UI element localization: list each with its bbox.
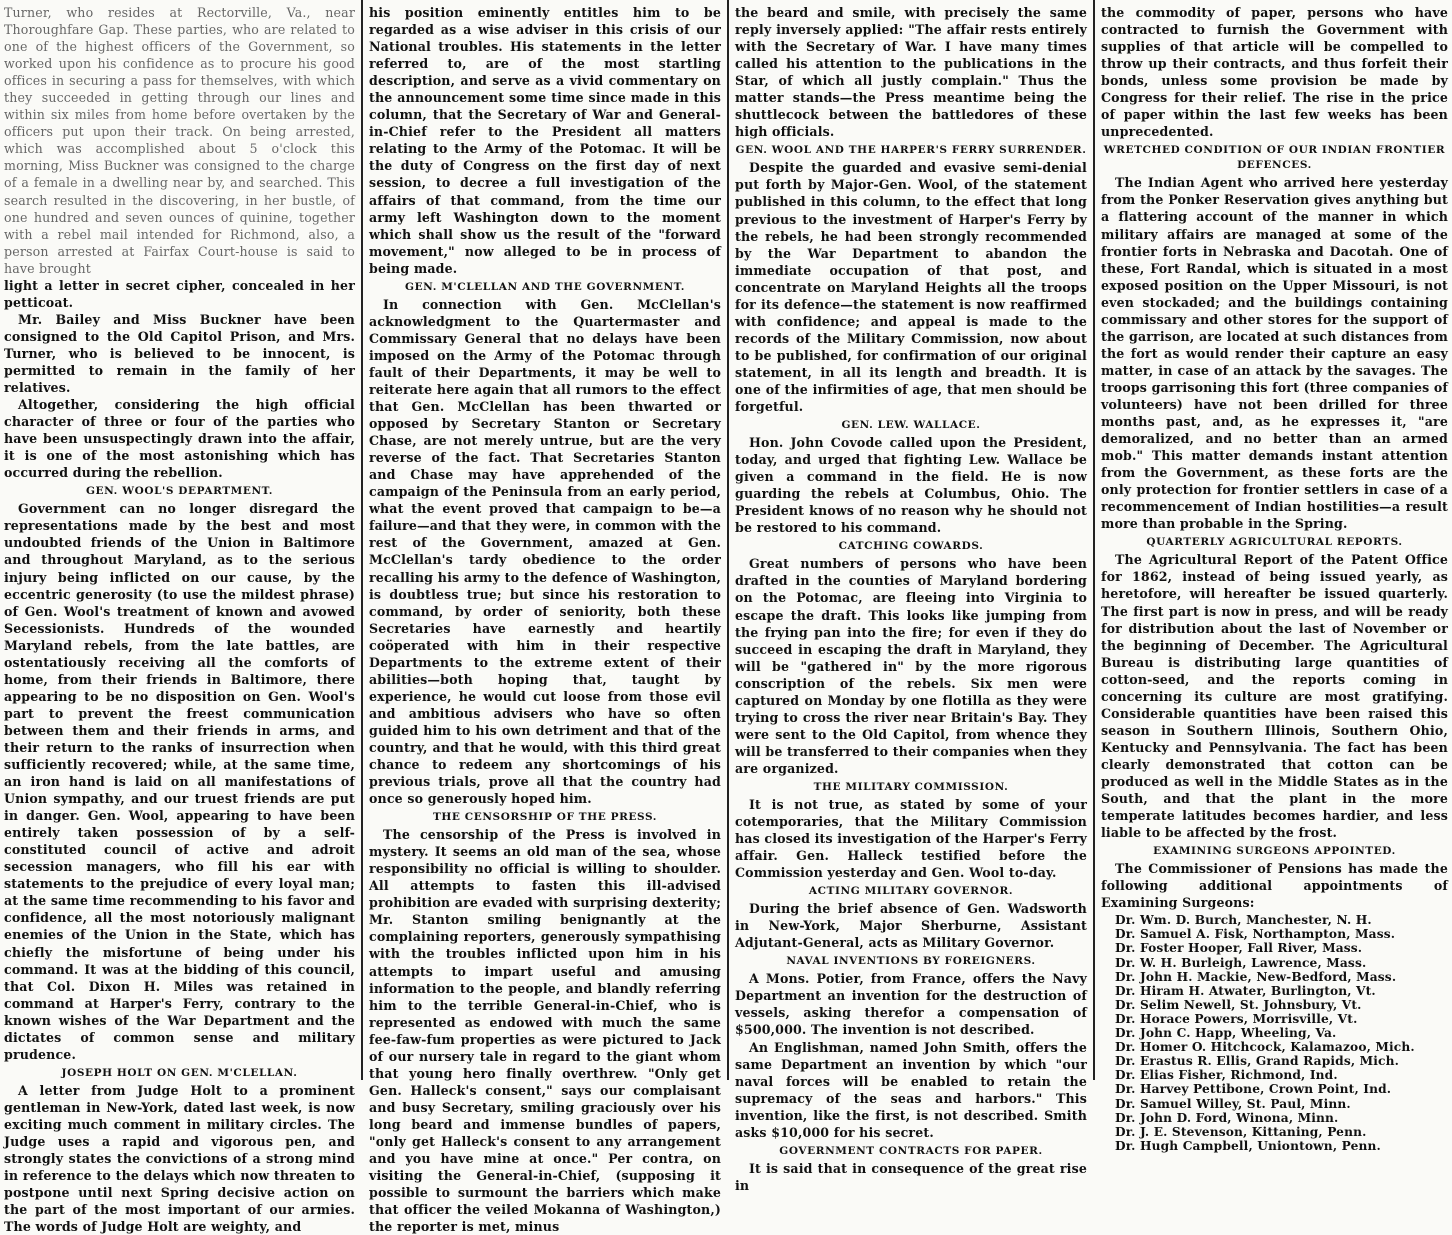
column-rule	[361, 0, 363, 1080]
article-military-governor: During the brief absence of Gen. Wadsworth in New-York, Major Sherburne, Assistant Adjutant-General, acts as Military Governor.	[735, 901, 1087, 951]
list-item: Dr. Samuel Willey, St. Paul, Minn.	[1115, 1096, 1351, 1111]
column-3	[731, 0, 1091, 1193]
headline-wool-department: GEN. WOOL'S DEPARTMENT.	[85, 485, 273, 498]
article-intro-end: light a letter in secret cipher, concealed in her petticoat.	[4, 277, 355, 310]
headline-censorship-press: THE CENSORSHIP OF THE PRESS.	[432, 811, 658, 824]
article-naval-inventions: An Englishman, named John Smith, offers the same Department an invention by which "our naval forces will be enabled to retain the supremacy of the seas and harbors." This invention, like the first, is not described. Smith asks $10,000 for his secret.	[735, 1039, 1087, 1140]
column-4	[1097, 0, 1452, 1153]
article-paragraph: his position eminently entitles him to be regarded as a wise adviser in this crisis of our National troubles. His statements in the letter referred to, are of the most startling description, and serve as a vivid commentary on the announcement some time since made in this column, that the Secretary of War and General-in-Chief refer to the President all matters relating to the Army of the Potomac. It will be the duty of Congress on the first day of next session, to decree a full investigation of the affairs of that command, from the time our army left Washington down to the moment which shall show us the result of the "forward movement," now alleged to be in process of being made.	[369, 5, 721, 276]
article-censorship-press: The censorship of the Press is involved in mystery. It seems an old man of the sea, whose responsibility no official is willing to shoulder. All attempts to fasten this ill-advised prohibition are evaded with surprising dexterity; Mr. Stanton smiling benignantly at the complaining reporters, generously sympathising with the troubles inflicted upon him in his attempts to impart useful and amusing information to the people, and blandly referring him to the terrible General-in-Chief, who is represented as endowed with much the same fee-faw-fum properties as were pictured to Jack of our nursery tale in regard to the giant whom that young hero finally overthrew. "Only get Gen. Halleck's consent," says our complaisant and busy Secretary, smiling graciously over his long beard and immense bundles of papers, "only get Halleck's consent to any arrangement and you have mine at once." Per contra, on visiting the General-in-Chief, (supposing it possible to surmount the barriers which make that officer the veiled Mokanna of Washington,) the reporter is met, minus	[369, 827, 721, 1235]
column-rule	[727, 0, 729, 1080]
list-item: Dr. John D. Ford, Winona, Minn.	[1115, 1110, 1339, 1125]
article-indian-frontier: The Indian Agent who arrived here yesterday from the Ponker Reservation gives anything but a flattering account of the manner in which military affairs are managed at some of the frontier forts in Nebraska and Dacotah. One of these, Fort Randal, which is situated in a most exposed position on the Upper Missouri, is not even stockaded; and the buildings containing commissary and other stores for the support of the garrison, are located at such distances from the fort as would render their capture an easy matter, in case of an attack by the savages. The troops garrisoning this fort (three companies of volunteers) have not been drilled for three months past, and, as he expresses it, "are demoralized, and no better than an armed mob." This matter demands instant attention from the Government, as these forts are the only protection for frontier settlers in case of a recommencement of Indian hostilities—a result more than probable in the Spring.	[1101, 175, 1448, 532]
article-paragraph: the beard and smile, with precisely the same reply inversely applied: "The affair rests entirely with the Secretary of War. I have many times called his attention to the publications in the Star, of which all justly complain." Thus the matter stands—the Press meantime being the shuttlecock between the battledores of these high officials.	[735, 5, 1087, 140]
article-lew-wallace: Hon. John Covode called upon the President, today, and urged that fighting Lew. Wallace be given a command in the field. He is now guarding the rebels at Columbus, Ohio. The President knows of no reason why he should not be restored to his command.	[735, 435, 1087, 536]
article-military-commission: It is not true, as stated by some of your cotemporaries, that the Military Commission has closed its investigation of the Harper's Ferry affair. Gen. Halleck testified before the Commission yesterday and Gen. Wool to-day.	[735, 796, 1087, 881]
list-item: Dr. Hiram H. Atwater, Burlington, Vt.	[1115, 983, 1376, 998]
headline-agricultural-reports: QUARTERLY AGRICULTURAL REPORTS.	[1146, 536, 1403, 549]
article-examining-surgeons: The Commissioner of Pensions has made the following additional appointments of Examining Surgeons:	[1101, 861, 1448, 911]
list-item: Dr. Foster Hooper, Fall River, Mass.	[1115, 941, 1363, 956]
column-2	[365, 0, 725, 1235]
headline-indian-frontier: WRETCHED CONDITION OF OUR INDIAN FRONTIER DEFENCES.	[1103, 144, 1446, 172]
headline-paper-contracts: GOVERNMENT CONTRACTS FOR PAPER.	[779, 1144, 1043, 1157]
list-item: Dr. W. H. Burleigh, Lawrence, Mass.	[1115, 955, 1367, 970]
article-harpers-ferry: Despite the guarded and evasive semi-denial put forth by Major-Gen. Wool, of the statement published in this column, to the effect that long previous to the investment of Harper's Ferry by the rebels, he had been strongly recommended by the War Department to abandon the immediate occupation of that post, and concentrate on Maryland Heights all the troops for its defence—the statement is now reaffirmed with confidence; and appeal is made to the records of the Military Commission, now about to be published, for confirmation of our original statement, in all its length and breadth. It is one of the infirmities of age, that men should be forgetful.	[735, 160, 1087, 415]
list-item: Dr. Hugh Campbell, Uniontown, Penn.	[1115, 1138, 1381, 1153]
list-item: Dr. Horace Powers, Morrisville, Vt.	[1115, 1011, 1358, 1026]
article-agricultural-reports: The Agricultural Report of the Patent Office for 1862, instead of being issued yearly, as heretofore, will hereafter be issued quarterly. The first part is now in press, and will be ready for distribution about the last of November or the beginning of December. The Agricultural Bureau is distributing large quantities of cotton-seed, and the reports coming in concerning its culture are most gratifying. Considerable quantities have been raised this season in Southern Illinois, Southern Ohio, Kentucky and Pennsylvania. The fact has been clearly demonstrated that cotton can be produced as well in the Middle States as in the South, and that the plant in the more temperate latitudes becomes hardier, and less liable to be affected by the frost.	[1101, 552, 1448, 841]
article-intro-continued: Turner, who resides at Rectorville, Va., near Thoroughfare Gap. These parties, who are related to one of the highest officers of the Government, so worked upon his confidence as to procure his good offices in securing a pass for themselves, with which they succeeded in getting through our lines and within six miles from home before overtaken by the officers put upon their track. On being arrested, which was accomplished about 5 o'clock this morning, Miss Buckner was consigned to the charge of a female in a dwelling near by, and searched. This search resulted in the discovering, in her bustle, of one hundred and seven ounces of quinine, together with a rebel mail intended for Richmond, also, a person arrested at Fairfax Court-house is said to have brought	[4, 5, 355, 276]
list-item: Dr. Erastus R. Ellis, Grand Rapids, Mich.	[1115, 1054, 1400, 1069]
list-item: Dr. Elias Fisher, Richmond, Ind.	[1115, 1068, 1338, 1083]
headline-holt-mcclellan: JOSEPH HOLT ON GEN. M'CLELLAN.	[61, 1066, 298, 1079]
list-item: Dr. Wm. D. Burch, Manchester, N. H.	[1115, 913, 1372, 928]
article-wool-department: Government can no longer disregard the representations made by the best and most undoubted friends of the Union in Baltimore and throughout Maryland, as to the serious injury being inflicted on our cause, by the eccentric generosity (to use the mildest phrase) of Gen. Wool's treatment of known and avowed Secessionists. Hundreds of the wounded Maryland rebels, from the late battles, are ostentatiously receiving all the comforts of home, from their friends in Baltimore, there appearing to be no disposition on Gen. Wool's part to prevent the freest communication between them and their friends in arms, and their return to the ranks of insurrection when sufficiently recovered; while, at the same time, an iron hand is laid on all manifestations of Union sympathy, and our truest friends are put in danger. Gen. Wool, appearing to have been entirely taken possession of by a self-constituted council of active and adroit secession managers, who fill his ear with statements to the prejudice of every loyal man; at the same time recommending to his favor and confidence, all the most notoriously malignant enemies of the Union in the State, which has chiefly the misfortune of being under his command. It was at the bidding of this council, that Col. Dixon H. Miles was retained in command at Harper's Ferry, contrary to the known wishes of the War Department and the dictates of common sense and military prudence.	[4, 501, 355, 1062]
article-paragraph: Altogether, considering the high official character of three or four of the parties who have been unsuspectingly drawn into the affair, it is one of the most astonishing which has occurred during the rebellion.	[4, 397, 355, 481]
article-paragraph: the commodity of paper, persons who have contracted to furnish the Government with supplies of that article will be compelled to throw up their contracts, and thus forfeit their bonds, unless some provision be made by Congress for their relief. The rise in the price of paper within the last few weeks has been unprecedented.	[1101, 5, 1448, 140]
headline-military-commission: THE MILITARY COMMISSION.	[813, 780, 1009, 793]
headline-harpers-ferry: GEN. WOOL AND THE HARPER'S FERRY SURRENDER.	[735, 144, 1087, 157]
article-paragraph: Mr. Bailey and Miss Buckner have been consigned to the Old Capitol Prison, and Mrs. Turner, who is believed to be innocent, is permitted to remain in the family of her relatives.	[4, 311, 355, 396]
article-naval-inventions: A Mons. Potier, from France, offers the Navy Department an invention for the destruction of vessels, asking therefor a compensation of $500,000. The invention is not described.	[735, 971, 1087, 1038]
headline-naval-inventions: NAVAL INVENTIONS BY FOREIGNERS.	[786, 955, 1036, 968]
list-item: Dr. Selim Newell, St. Johnsbury, Vt.	[1115, 997, 1362, 1012]
column-1	[0, 0, 359, 1235]
article-holt-mcclellan: A letter from Judge Holt to a prominent gentleman in New-York, dated last week, is now exciting much comment in military circles. The Judge uses a rapid and vigorous pen, and strongly states the convictions of a strong mind in reference to the delays which now threaten to postpone until next Spring decisive action on the part of the most important of our armies. The words of Judge Holt are weighty, and	[4, 1082, 355, 1235]
headline-lew-wallace: GEN. LEW. WALLACE.	[841, 419, 981, 432]
list-item: Dr. Harvey Pettibone, Crown Point, Ind.	[1115, 1082, 1392, 1097]
surgeons-list	[1101, 913, 1448, 1153]
list-item: Dr. John H. Mackie, New-Bedford, Mass.	[1115, 969, 1397, 984]
list-item: Dr. Samuel A. Fisk, Northampton, Mass.	[1115, 927, 1396, 942]
list-item: Dr. John C. Happ, Wheeling, Va.	[1115, 1026, 1337, 1041]
list-item: Dr. Homer O. Hitchcock, Kalamazoo, Mich.	[1115, 1040, 1415, 1055]
headline-military-governor: ACTING MILITARY GOVERNOR.	[808, 885, 1014, 898]
headline-examining-surgeons: EXAMINING SURGEONS APPOINTED.	[1153, 845, 1396, 858]
article-paper-contracts: It is said that in consequence of the great rise in	[735, 1160, 1087, 1193]
article-mcclellan-government: In connection with Gen. McClellan's acknowledgment to the Quartermaster and Commissary General that no delays have been imposed on the Army of the Potomac through fault of their Departments, it may be well to reiterate here again that all rumors to the effect that Gen. McClellan has been thwarted or opposed by Secretary Stanton or Secretary Chase, are not merely untrue, but are the very reverse of the fact. That Secretaries Stanton and Chase may have apprehended of the campaign of the Peninsula from an early period, what the event proved that campaign to be—a failure—and that they were, in common with the rest of the Government, amazed at Gen. McClellan's tardy obedience to the order recalling his army to the defence of Washington, is doubtless true; but since his restoration to command, by order of seniority, both these Secretaries have earnestly and heartily coöperated with him in their respective Departments to the extreme extent of their abilities—both hoping that, taught by experience, he would cut loose from those evil and ambitious advisers who have so often guided him to his own detriment and that of the country, and that he would, with this third great chance to redeem any shortcomings of his previous trials, prove all that the country had once so generously hoped him.	[369, 296, 721, 807]
list-item: Dr. J. E. Stevenson, Kittaning, Penn.	[1115, 1124, 1367, 1139]
headline-mcclellan-government: GEN. M'CLELLAN AND THE GOVERNMENT.	[405, 280, 685, 293]
column-rule	[1093, 0, 1095, 1080]
article-catching-cowards: Great numbers of persons who have been drafted in the counties of Maryland bordering on the Potomac, are fleeing into Virginia to escape the draft. This looks like jumping from the frying pan into the fire; for even if they do succeed in escaping the draft in Maryland, they will be "gathered in" by the more rigorous conscription of the rebels. Six men were captured on Monday by one flotilla as they were trying to cross the river near Britain's Bay. They were sent to the Old Capitol, from whence they will be transferred to their companies when they are organized.	[735, 556, 1087, 776]
headline-catching-cowards: CATCHING COWARDS.	[838, 540, 984, 553]
